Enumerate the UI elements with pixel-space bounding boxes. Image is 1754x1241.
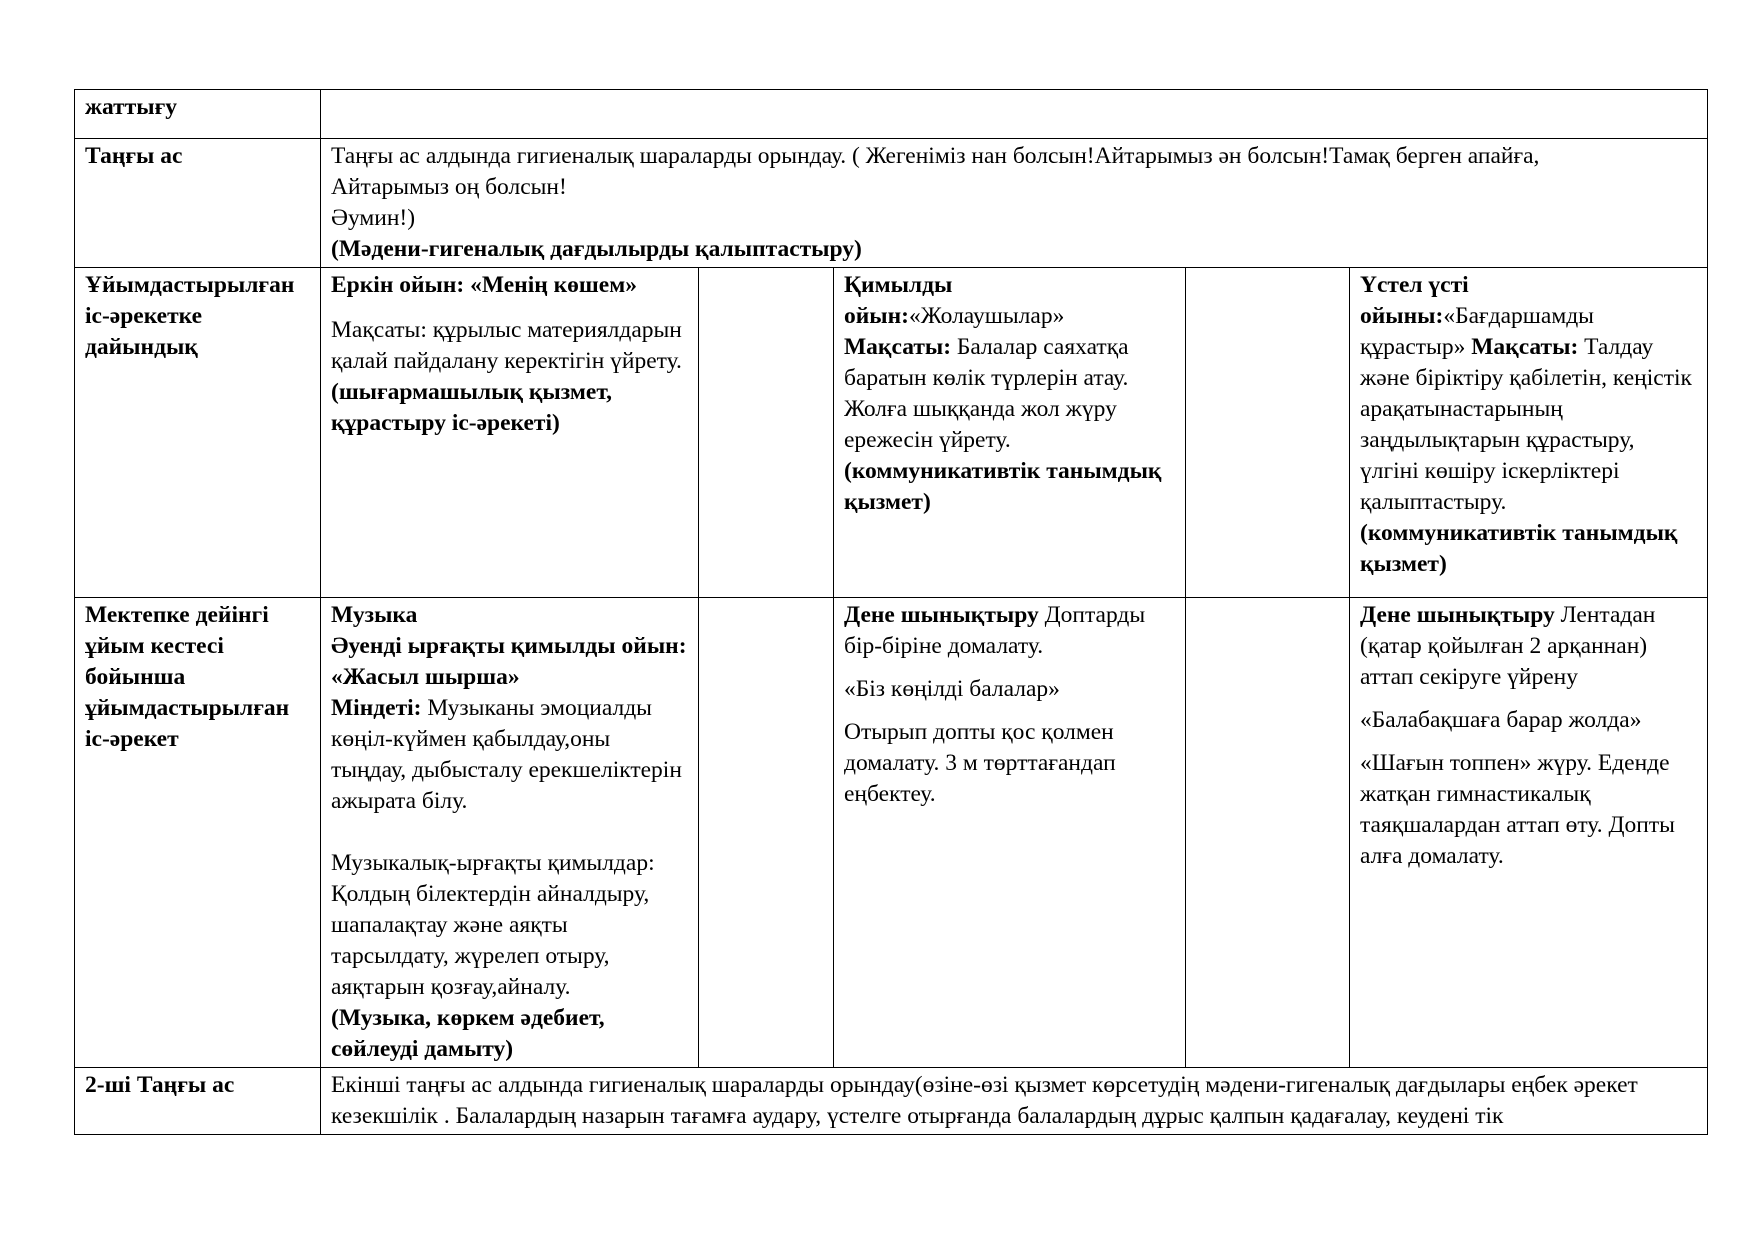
tangy-as-2-content: Екінші таңғы ас алдында гигиеналық шараларды орындау(өзіне-өзі қызмет көрсетудің мәдени-гигеналық дағдылары еңбек әрекет кезекшілік . Балалардың назарын тағамға аудару, үстелге отырғанда балалардың дұрыс қалпын қадағалау, кеудені тік — [321, 1068, 1708, 1135]
ui-col1-title: Музыка — [331, 602, 418, 628]
ui-col1-task-block — [331, 693, 689, 817]
dayyndyk-col1-goal-block — [331, 315, 689, 439]
dayyndyk-col1 — [321, 268, 699, 598]
tangy-as-line2: Айтарымыз оң болсын! — [331, 174, 567, 200]
tangy-as-note: (Мәдени-гигеналық дағдылырды қалыптастыру) — [331, 236, 862, 262]
dayyndyk-col5-title: Үстел үсті ойыны: — [1360, 272, 1469, 329]
row-label-tangy-as-2: 2-ші Таңғы ас — [75, 1068, 321, 1135]
dayyndyk-col1-tag: (шығармашылық қызмет, құрастыру іс-әрекеті) — [331, 379, 612, 436]
tangy-as-line3: Әумин!) — [331, 205, 416, 231]
ui-col5-p2: «Балабақшаға барар жолда» — [1360, 707, 1642, 733]
ui-col5-block — [1360, 600, 1698, 693]
dayyndyk-col3-goal-label: Мақсаты: — [844, 334, 952, 360]
ui-is-areket-col1 — [321, 598, 699, 1068]
ui-col3-p2: «Біз көңілді балалар» — [844, 676, 1060, 702]
ui-col3-text: Доптарды бір-біріне домалату. — [844, 602, 1146, 659]
row-label-tangy-as: Таңғы ас — [75, 139, 321, 268]
dayyndyk-col3-block — [844, 270, 1176, 332]
ui-col5-p3: «Шағын топпен» жүру. Еденде жатқан гимнастикалық таяқшалардан аттап өту. Допты алға домалату. — [1360, 750, 1675, 869]
row-label-ui-is-areket: Мектепке дейінгі ұйым кестесі бойынша ұйымдастырылған іс-әрекет — [75, 598, 321, 1068]
ui-col3-block — [844, 600, 1176, 662]
dayyndyk-col3-goal-block — [844, 332, 1176, 456]
dayyndyk-col5 — [1350, 268, 1708, 598]
row-tangy-as-2 — [75, 1068, 1708, 1135]
dayyndyk-col5-tag: (коммуникативтік танымдық қызмет) — [1360, 520, 1678, 577]
dayyndyk-col3 — [834, 268, 1186, 598]
dayyndyk-col3-game: «Жолаушылар» — [909, 303, 1065, 329]
ui-col3-p3: Отырып допты қос қолмен домалату. 3 м төрттағандап еңбектеу. — [844, 719, 1116, 807]
daily-plan-table — [74, 89, 1708, 1135]
dayyndyk-col3-tag: (коммуникативтік танымдық қызмет) — [844, 458, 1162, 515]
ui-col5-title: Дене шынықтыру — [1360, 602, 1555, 628]
zhattygu-content — [321, 90, 1708, 139]
ui-is-areket-col3 — [834, 598, 1186, 1068]
dayyndyk-col2-empty — [699, 268, 834, 598]
dayyndyk-col5-goal: Талдау және біріктіру қабілетін, кеңістік арақатынастарының заңдылықтарын құрастыру, үлгіні көшіру іскерліктері қалыптастыру. — [1360, 334, 1692, 515]
row-label-zhattygu: жаттығу — [75, 90, 321, 139]
dayyndyk-col3-goal: Балалар саяхатқа баратын көлік түрлерін атау. Жолға шыққанда жол жүру ережесін үйрету. — [844, 334, 1129, 453]
tangy-as-line1: Таңғы ас алдында гигиеналық шараларды орындау. ( Жегеніміз нан болсын!Айтарымыз ән болсын!Тамақ берген апайға, — [331, 143, 1540, 169]
row-ui-is-areket — [75, 598, 1708, 1068]
dayyndyk-col1-goal: Мақсаты: құрылыс материялдарын қалай пайдалану керектігін үйрету. — [331, 317, 682, 374]
ui-col5-text: Лентадан (қатар қойылған 2 арқаннан) аттап секіруге үйрену — [1360, 602, 1656, 690]
ui-col1-moves: Музыкалық-ырғақты қимылдар: Қолдың білектердін айналдыру, шапалақтау және аяқты тарсылдату, жүрелеп отыру, аяқтарын қозғау,айналу. — [331, 850, 655, 1000]
dayyndyk-col4-empty — [1186, 268, 1350, 598]
dayyndyk-col5-block — [1360, 270, 1698, 518]
row-dayyndyk — [75, 268, 1708, 598]
dayyndyk-col3-title: Қимылды ойын: — [844, 272, 953, 329]
ui-col1-spacer — [331, 817, 689, 848]
ui-col1-task-label: Міндеті: — [331, 695, 422, 721]
ui-is-areket-col5 — [1350, 598, 1708, 1068]
ui-col1-tag: (Музыка, көркем әдебиет, сөйлеуді дамыту) — [331, 1005, 605, 1062]
dayyndyk-col1-title: Еркін ойын: «Менің көшем» — [331, 272, 637, 298]
row-label-dayyndyk: Ұйымдастырылған іс-әрекетке дайындық — [75, 268, 321, 598]
dayyndyk-col5-goal-label: Мақсаты: — [1471, 334, 1579, 360]
tangy-as-content — [321, 139, 1708, 268]
ui-col1-game: Әуенді ырғақты қимылды ойын: «Жасыл шырша» — [331, 633, 687, 690]
row-zhattygu — [75, 90, 1708, 139]
ui-col3-title: Дене шынықтыру — [844, 602, 1039, 628]
row-tangy-as — [75, 139, 1708, 268]
dayyndyk-col5-game: «Бағдаршамды құрастыр» — [1360, 303, 1594, 360]
ui-is-areket-col2-empty — [699, 598, 834, 1068]
ui-is-areket-col4-empty — [1186, 598, 1350, 1068]
ui-col1-task: Музыканы эмоциалды көңіл-күймен қабылдау,оны тыңдау, дыбысталу ерекшеліктерін ажырата білу. — [331, 695, 682, 814]
